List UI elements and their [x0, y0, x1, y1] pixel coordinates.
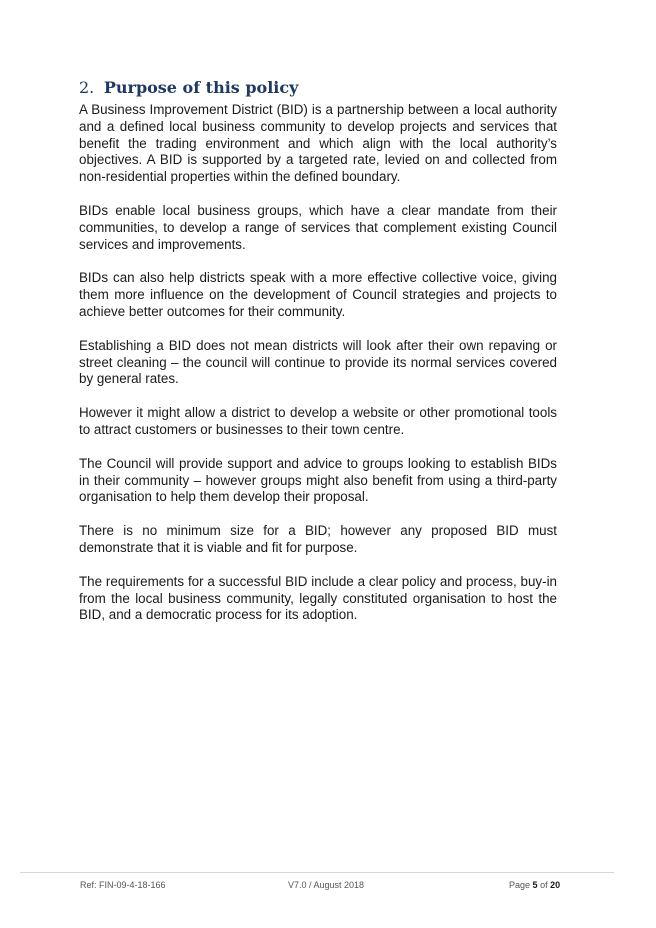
paragraph: BIDs can also help districts speak with a more effective collective voice, giving them more influence on the development of Council strategies and projects to achieve better outcomes for their community. [79, 270, 557, 319]
paragraph: There is no minimum size for a BID; however any proposed BID must demonstrate that it is viable and fit for purpose. [79, 523, 557, 555]
paragraph: The requirements for a successful BID include a clear policy and process, buy-in from the local business community, legally constituted organisation to host the BID, and a democratic process for its adoption. [79, 573, 557, 623]
section-heading [79, 78, 298, 97]
paragraph: However it might allow a district to develop a website or other promotional tools to attract customers or businesses to their town centre. [79, 405, 557, 437]
footer-divider [20, 872, 614, 873]
page-of: of [540, 880, 548, 890]
footer-version: V7.0 / August 2018 [288, 880, 365, 890]
section-title: Purpose of this policy [103, 78, 299, 97]
page-total: 20 [550, 880, 561, 890]
section-number: 2. [79, 78, 95, 97]
paragraph: A Business Improvement District (BID) is a partnership between a local authority and a defined local business community to develop projects and services that benefit the trading environment and which align with the local authority’s objectives. A BID is supported by a targeted rate, levied on and collected from non-residential properties within the defined boundary. [79, 102, 557, 185]
paragraph: Establishing a BID does not mean districts will look after their own repaving or street cleaning – the council will continue to provide its normal services covered by general rates. [79, 337, 557, 387]
footer-page-number [509, 880, 560, 890]
footer-reference: Ref: FIN-09-4-18-166 [80, 880, 166, 890]
paragraph: BIDs enable local business groups, which have a clear mandate from their communities, to develop a range of services that complement existing Council services and improvements. [79, 202, 557, 252]
page-label: Page [509, 880, 531, 890]
paragraph: The Council will provide support and advice to groups looking to establish BIDs in their community – however groups might also benefit from using a third-party organisation to help them develop their proposal. [79, 455, 557, 505]
page-current: 5 [532, 880, 538, 890]
body-text [79, 102, 557, 641]
